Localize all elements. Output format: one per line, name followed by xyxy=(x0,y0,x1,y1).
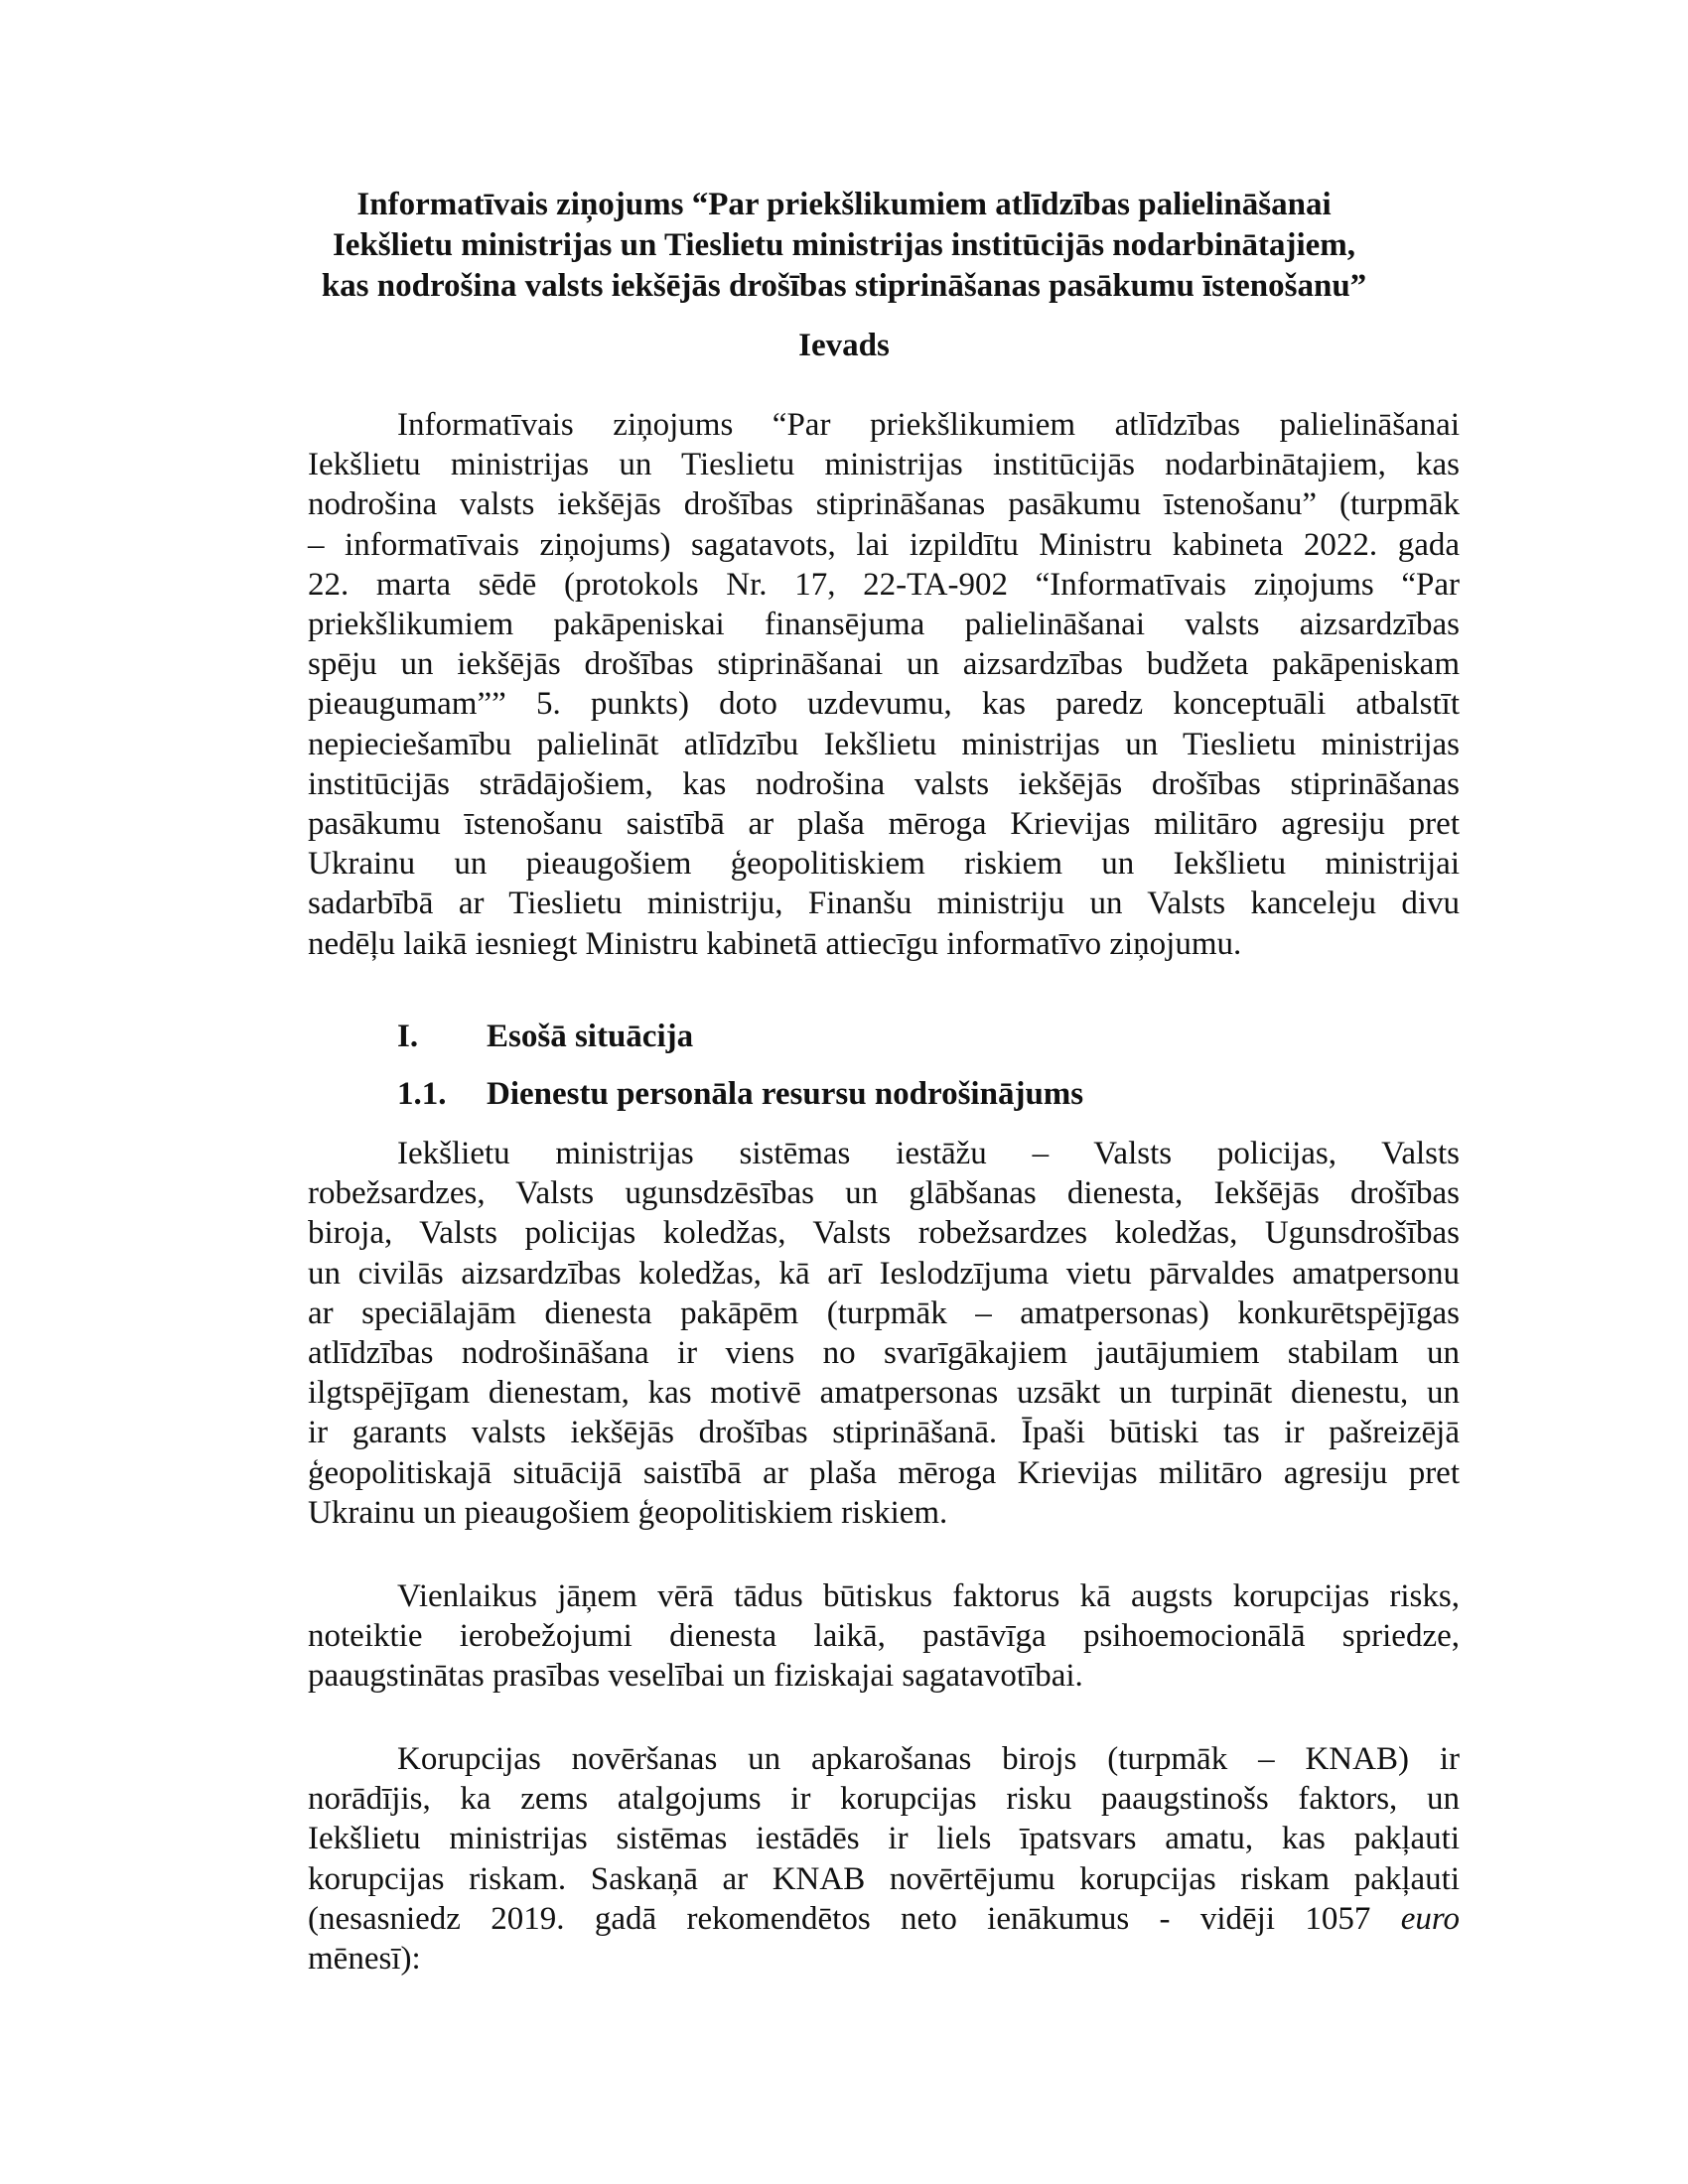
title-line: kas nodrošina valsts iekšējās drošības stiprināšanas pasākumu īstenošanu” xyxy=(321,268,1367,304)
subsection-title: Dienestu personāla resursu nodrošinājums xyxy=(487,1076,1084,1112)
paragraph-line: Ukrainu un pieaugošiem ģeopolitiskiem riskiem. xyxy=(308,1494,948,1531)
paragraph-line: noteiktie ierobežojumi dienesta laikā, pastāvīga psihoemocionālā spriedze, xyxy=(308,1618,1460,1655)
paragraph-line: Iekšlietu ministrijas un Tieslietu ministrijas institūcijās nodarbinātajiem, kas xyxy=(308,447,1460,483)
paragraph-line: institūcijās strādājošiem, kas nodrošina valsts iekšējās drošības stiprināšanas xyxy=(308,765,1460,802)
title-line: Iekšlietu ministrijas un Tieslietu ministrijas institūcijās nodarbinātajiem, xyxy=(332,227,1356,263)
paragraph-line: priekšlikumiem pakāpeniskai finansējuma palielināšanai valsts aizsardzības xyxy=(308,607,1460,643)
paragraph-line: ar speciālajām dienesta pakāpēm (turpmāk – amatpersonas) konkurētspējīgas xyxy=(308,1295,1460,1331)
paragraph-line: un civilās aizsardzības koledžas, kā arī Ieslodzījuma vietu pārvaldes amatpersonu xyxy=(308,1255,1460,1292)
section-heading xyxy=(397,1017,693,1056)
document-title xyxy=(298,185,1390,307)
paragraph-line: sadarbībā ar Tieslietu ministriju, Finanšu ministriju un Valsts kanceleju divu xyxy=(308,886,1460,922)
paragraph-line: mēnesī): xyxy=(308,1941,421,1978)
paragraph-line: paaugstinātas prasības veselībai un fiziskajai sagatavotībai. xyxy=(308,1658,1083,1695)
section-number: I. xyxy=(397,1019,419,1054)
paragraph-line: ģeopolitiskajā situācijā saistībā ar plaša mēroga Krievijas militāro agresiju pret xyxy=(308,1454,1460,1491)
paragraph-line: pieaugumam”” 5. punkts) doto uzdevumu, kas paredz konceptuāli atbalstīt xyxy=(308,686,1460,723)
line-text: (nesasniedz 2019. gadā rekomendētos neto ienākumus - vidēji 1057 xyxy=(308,1900,1371,1937)
paragraph-line: nodrošina valsts iekšējās drošības stiprināšanas pasākumu īstenošanu” (turpmāk xyxy=(308,486,1460,523)
paragraph-line: robežsardzes, Valsts ugunsdzēsības un glābšanas dienesta, Iekšējās drošības xyxy=(308,1175,1460,1212)
paragraph-line: 22. marta sēdē (protokols Nr. 17, 22-TA-902 “Informatīvais ziņojums “Par xyxy=(308,566,1460,603)
paragraph-line xyxy=(308,1899,1460,1939)
paragraph-line: norādījis, ka zems atalgojums ir korupcijas risku paaugstinošs faktors, un xyxy=(308,1781,1460,1818)
paragraph-line: nepieciešamību palielināt atlīdzību Iekšlietu ministrijas un Tieslietu ministrijas xyxy=(308,726,1460,762)
paragraph-line: ilgtspējīgam dienestam, kas motivē amatpersonas uzsākt un turpināt dienestu, un xyxy=(308,1375,1460,1412)
intro-heading: Ievads xyxy=(798,328,890,363)
paragraph-line: atlīdzības nodrošināšana ir viens no svarīgākajiem jautājumiem stabilam un xyxy=(308,1335,1460,1372)
paragraph-line: Iekšlietu ministrijas sistēmas iestāžu – Valsts policijas, Valsts xyxy=(397,1136,1460,1171)
paragraph-line: Vienlaikus jāņem vērā tādus būtiskus faktorus kā augsts korupcijas risks, xyxy=(397,1578,1460,1614)
paragraph-line: Iekšlietu ministrijas sistēmas iestādēs ir liels īpatsvars amatu, kas pakļauti xyxy=(308,1821,1460,1857)
paragraph-a xyxy=(308,1134,1460,1533)
paragraph-b xyxy=(308,1576,1460,1697)
italic-word: euro xyxy=(1400,1900,1460,1937)
paragraph-line: biroja, Valsts policijas koledžas, Valsts robežsardzes koledžas, Ugunsdrošības xyxy=(308,1215,1460,1252)
intro-paragraph xyxy=(308,405,1460,964)
paragraph-line: – informatīvais ziņojums) sagatavots, lai izpildītu Ministru kabineta 2022. gada xyxy=(308,526,1460,563)
paragraph-line: spēju un iekšējās drošības stiprināšanai un aizsardzības budžeta pakāpeniskam xyxy=(308,646,1460,683)
section-title: Esošā situācija xyxy=(487,1019,694,1054)
paragraph-line: Ukrainu un pieaugošiem ģeopolitiskiem riskiem un Iekšlietu ministrijai xyxy=(308,846,1460,883)
paragraph-line: pasākumu īstenošanu saistībā ar plaša mēroga Krievijas militāro agresiju pret xyxy=(308,806,1460,843)
paragraph-line: Informatīvais ziņojums “Par priekšlikumiem atlīdzības palielināšanai xyxy=(397,407,1460,443)
paragraph-line: ir garants valsts iekšējās drošības stiprināšanā. Īpaši būtiski tas ir pašreizējā xyxy=(308,1415,1460,1451)
paragraph-line: Korupcijas novēršanas un apkarošanas birojs (turpmāk – KNAB) ir xyxy=(397,1741,1460,1777)
paragraph-line: nedēļu laikā iesniegt Ministru kabinetā attiecīgu informatīvo ziņojumu. xyxy=(308,925,1242,962)
subsection-heading xyxy=(397,1074,1083,1114)
paragraph-line: korupcijas riskam. Saskaņā ar KNAB novērtējumu korupcijas riskam pakļauti xyxy=(308,1860,1460,1897)
title-line: Informatīvais ziņojums “Par priekšlikumiem atlīdzības palielināšanai xyxy=(356,187,1332,222)
paragraph-c xyxy=(308,1739,1460,1979)
subsection-number: 1.1. xyxy=(397,1076,447,1112)
